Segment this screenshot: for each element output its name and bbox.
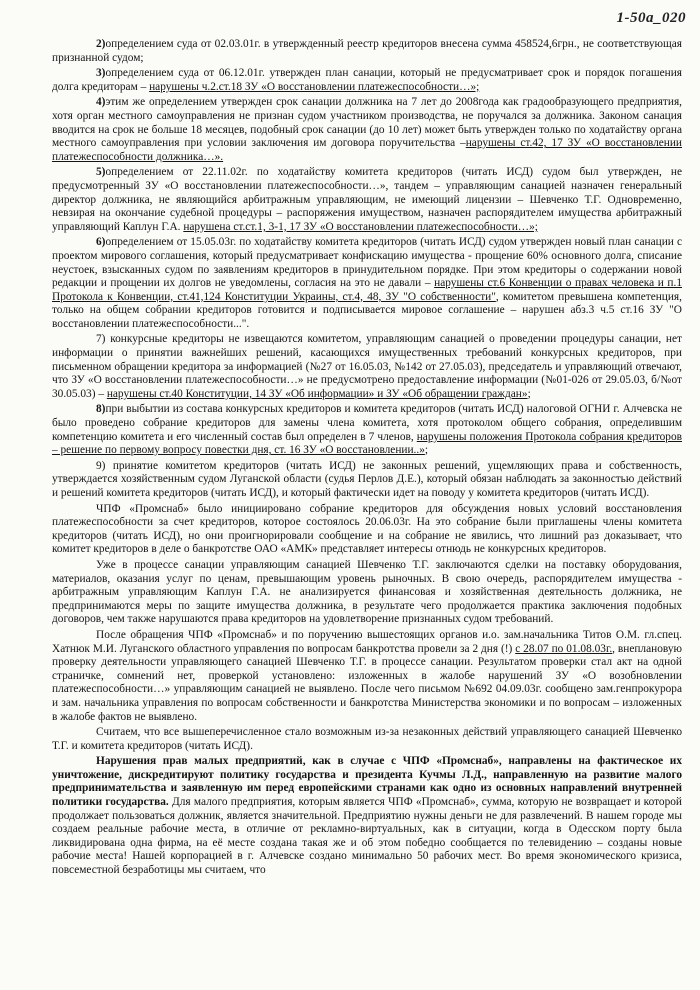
paragraph bbox=[52, 96, 682, 164]
text-run: 7) конкурсные кредиторы не извещаются комитетом, управляющим санацией о проведении процедуры санации, нет информации о принятии важнейших решений, касающихся имущественных требований конкурсных кредиторов, при письменном обращении кредитора за информацией (№27 от 16.05.03, №142 от 27.05.03), председатель и управляющий отвечают, что ЗУ «О восстановлении платежеспособности…» не предусмотрено предоставление информации (№01-026 от 29.05.03, б/№от 30.05.03) – bbox=[52, 333, 682, 400]
text-run: определением суда от 02.03.01г. в утвержденный реестр кредиторов внесена сумма 458524,6грн., не соответствующая признанной судом; bbox=[52, 38, 682, 64]
text-run: определением от 22.11.02г. по ходатайству комитета кредиторов (читать ИСД) судом был утвержден, не предусмотренный ЗУ «О восстановлении платежеспособности…», тандем – управляющим санацией назначен генеральный директор должника, не являющийся арбитражным управляющим, не имеющий лицензии – Шевченко Т.Г. Одновременно, невзирая на окончание судебной процедуры – распоряжения имуществом, назначен распорядителем имущества арбитражный управляющий Каплун Г.А. bbox=[52, 166, 682, 233]
underlined-text: нарушена ст.ст.1, 3-1, 17 ЗУ «О восстановлении платежеспособности…»; bbox=[183, 220, 538, 233]
text-run: После обращения ЧПФ «Промснаб» и по поручению вышестоящих органов и.о. зам.начальника Титов О.М. гл.спец. Хатнюк М.И. Луганского областного управления по вопросам банкротства провели за 2 дня (!) bbox=[52, 628, 682, 655]
bold-text: 6) bbox=[96, 236, 106, 249]
text-run: , комитетом превышена компетенция, только на общем собрании кредиторов готовится и подписывается мировое соглашение – нарушен абз.3 ч.5 ст.16 ЗУ "О восстановлении платежеспособности...". bbox=[52, 290, 682, 330]
text-run: ; bbox=[527, 387, 531, 400]
text-run: 9) принятие комитетом кредиторов (читать ИСД) не законных решений, ущемляющих права и собственность, утверждается хозяйственным судом Луганской области (судья Перлов Д.Е.), который обязан наблюдать за законностью действий и решений комитета кредиторов (читать ИСД), и который фактически идет на поводу у комитета кредиторов (читать ИСД). bbox=[52, 459, 682, 499]
text-run: этим же определением утвержден срок санации должника на 7 лет до 2008года как градообразующего предприятия, хотя орган местного самоуправления не признан судом участником производства, не поручался за должника. Законом санация вводится на срок не больше 18 месяцев, подобный срок санации (до 10 лет) может быть утвержден только по ходатайству органа местного самоуправления при условии заключения им договора поручительства – bbox=[52, 96, 682, 150]
text-run: Считаем, что все вышеперечисленное стало возможным из-за незаконных действий управляющего санацией Шевченко Т.Г. и комитета кредиторов (читать ИСД). bbox=[52, 726, 682, 752]
paragraph bbox=[52, 755, 682, 877]
paragraph bbox=[52, 67, 682, 94]
bold-text: 3) bbox=[96, 67, 106, 80]
bold-text: 5) bbox=[96, 166, 106, 179]
paragraph bbox=[52, 629, 682, 724]
text-run: определением от 15.05.03г. по ходатайству комитета кредиторов (читать ИСД) судом утвержден новый план санации с проектом мирового соглашения, который предусматривает конфискацию имущества - прощение 60% основного долга, списание неустоек, взысканных судом по заявлениям кредиторов в принудительном порядке. При этом кредиторы о содержании новой редакции и прощении их долгов не уведомлены, согласия на это не давали – bbox=[52, 236, 682, 290]
document-number-stamp: 1-50а_020 bbox=[616, 10, 686, 26]
text-run: ЧПФ «Промснаб» было инициировано собрание кредиторов для обсуждения новых условий восстановления платежеспособности за счет кредиторов, которое состоялось 20.06.03г. На это собрание были приглашены члены комитета кредиторов (читать ИСД), но они проигнорировали сообщение и на собрание не явились, что лишний раз доказывает, что комитет кредиторов в деле о банкротстве ОАО «АМК» представляет интересы отнюдь не конкурсных кредиторов. bbox=[52, 502, 682, 556]
bold-text: 8) bbox=[96, 403, 106, 416]
paragraph bbox=[52, 333, 682, 401]
underlined-text: нарушены ст.6 Конвенции о правах человека и п.1 Протокола к Конвенции, ст.41,124 Конституции Украины, ст.4, 48, ЗУ "О собственности" bbox=[52, 277, 682, 303]
underlined-text: с 28.07 по 01.08.03г. bbox=[515, 642, 613, 655]
bold-text: Нарушения прав малых предприятий, как в случае с ЧПФ «Промснаб», направлены на фактическое их уничтожение, дискредитируют политику государства и президента Кучмы Л.Д., направленную на развитие малого предпринимательства и заявленную им перед европейскими странами как одно из основных направлений внутренней политики государства. bbox=[52, 755, 682, 809]
bold-text: 2) bbox=[96, 38, 106, 50]
underlined-text: нарушены ст.40 Конституции, 14 ЗУ «Об информации» и ЗУ «Об обращении граждан» bbox=[106, 387, 528, 400]
paragraph bbox=[52, 559, 682, 627]
paragraph bbox=[52, 503, 682, 557]
paragraph bbox=[52, 38, 682, 65]
text-run: при выбытии из состава конкурсных кредиторов и комитета кредиторов (читать ИСД) налоговой ОГНИ г. Алчевска не было проведено собрание кредиторов для замены члена комитета, хотя протоколом общего собрания, определившим компетенцию комитета и его численный состав был определен в 7 членов, bbox=[52, 403, 682, 443]
text-run: ; bbox=[424, 444, 429, 457]
text-run: , внеплановую проверку деятельности управляющего санацией Шевченко Т.Г. в процессе санации. Результатом проверки стал акт на одной страничке, сомнений нет, проверкой установлено: изложенных в жалобе нарушений ЗУ «О возобновлении платежеспособности…» управляющим санацией не выявлено. После чего письмом №692 04.09.03г. сообщено зам.генпрокурора и зам. начальника управления по вопросам собственности и банкротства Министерства экономики и по вопросам – изложенных в жалобе фактов не выявлено. bbox=[52, 642, 682, 723]
underlined-text: нарушены положения Протокола собрания кредиторов – решение по первому вопросу повестки дня, ст. 16 ЗУ «О восстановлении..» bbox=[52, 430, 682, 457]
paragraph bbox=[52, 726, 682, 753]
paragraph bbox=[52, 236, 682, 331]
text-run: определением суда от 06.12.01г. утвержден план санации, который не предусматривает срок и порядок погашения долга кредиторам – bbox=[52, 67, 682, 93]
paragraph bbox=[52, 460, 682, 501]
underlined-text: нарушены ст.42, 17 ЗУ «О восстановлении платежеспособности должника…». bbox=[52, 137, 682, 163]
paragraph bbox=[52, 166, 682, 234]
paragraph bbox=[52, 403, 682, 457]
document-body bbox=[52, 38, 682, 878]
text-run: Уже в процессе санации управляющим санацией Шевченко Т.Г. заключаются сделки на поставку оборудования, материалов, оказания услуг по ценам, превышающим уровень рыночных. В свою очередь, распорядителем имущества - арбитражным управляющим Каплун Г.А. не анализируется финансовая и хозяйственная деятельность должника, не предпринимаются меры по защите имущества должника, в результате чего продолжается практика заключения подобных договоров, чем также нарушаются права кредиторов на удовлетворение признанных судом требований. bbox=[52, 558, 682, 626]
bold-text: 4) bbox=[96, 96, 106, 109]
text-run: Для малого предприятия, которым является ЧПФ «Промснаб», сумма, которую не возвращает и которой продолжает пользоваться должник, является значительной. Предприятию нужны деньги не для развлечений. В нашем городе мы создаем реальные рабочие места, в отличие от рекламно-виртуальных, как в ситуации, когда в Одесском порту была ликвидирована одна фирма, на её месте создана такая же и об этом победно сообщается по телевидению – созданы новые рабочие места! Нашей корпорацией в г. Алчевске создано минимально 50 рабочих мест. Во время экономического кризиса, повсеместной безработицы мы считаем, что bbox=[52, 796, 682, 877]
underlined-text: нарушены ч.2.ст.18 ЗУ «О восстановлении платежеспособности…»; bbox=[149, 80, 480, 93]
